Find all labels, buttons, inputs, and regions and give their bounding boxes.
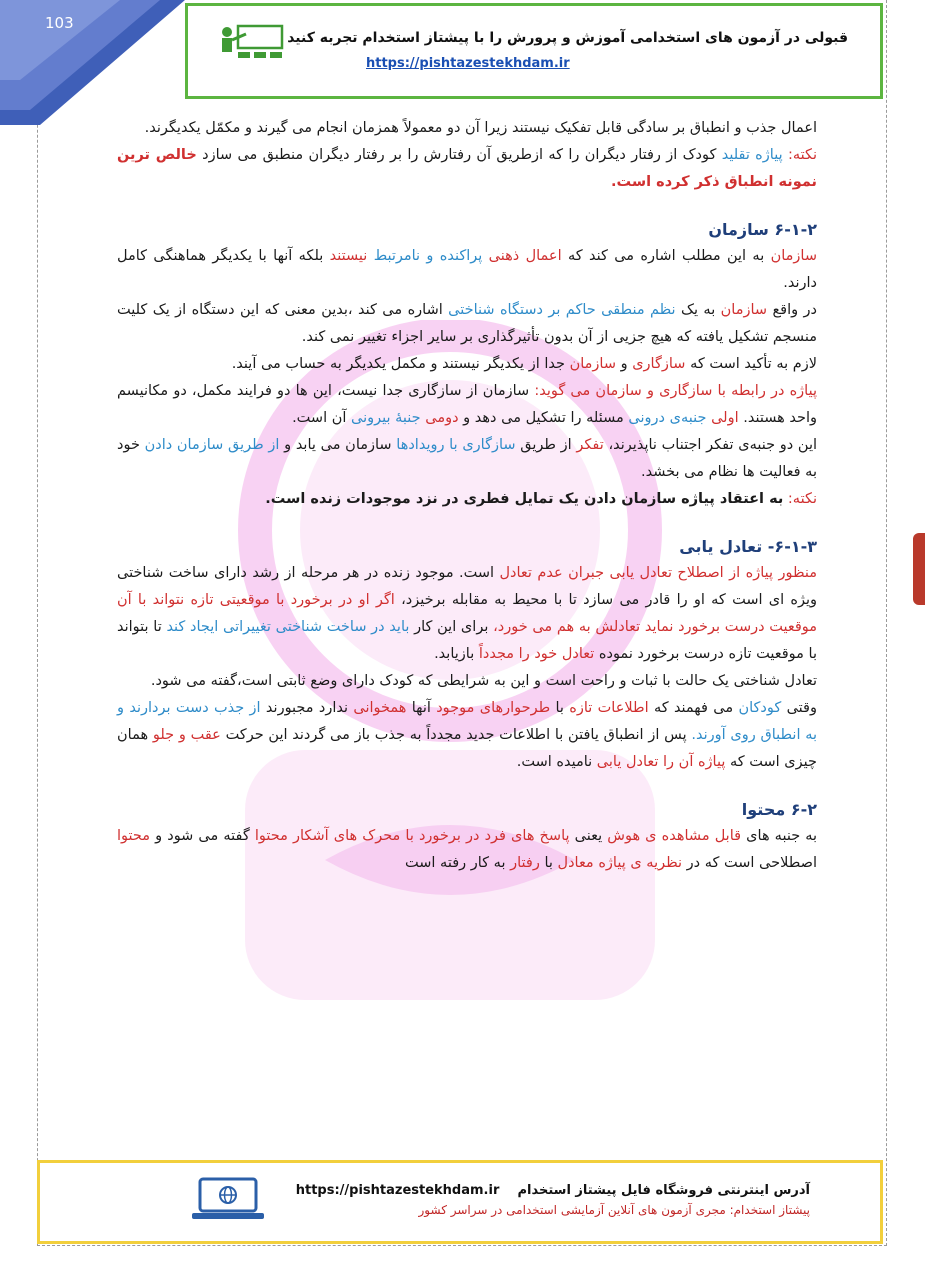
footer-label: آدرس اینترنتی فروشگاه فایل پیشتاز استخدام bbox=[517, 1183, 810, 1198]
term: کودکان bbox=[738, 700, 782, 716]
laptop-globe-icon bbox=[190, 1177, 266, 1221]
section-heading: ۶-۱-۳- تعادل یابی bbox=[679, 537, 817, 556]
text: با bbox=[555, 700, 564, 716]
text: تعادل شناختی یک حالت با ثبات و راحت است و این به شرایطی که کودک دارای وضع ثابتی است،گفته می شود. bbox=[150, 673, 817, 689]
text: خود به فعالیت ها نظام می بخشد. bbox=[117, 437, 817, 480]
note-label: نکته: bbox=[787, 147, 818, 163]
text: به این مطلب اشاره می کند که bbox=[567, 248, 765, 264]
text: به یک bbox=[681, 302, 716, 318]
document-body bbox=[117, 115, 817, 877]
text: آنها bbox=[411, 700, 431, 716]
text: است. موجود زنده در هر مرحله از رشد دارای ساخت شناختی ویژه ای است که او را قادر می سازد تا با محیط به مقابله برخیزد، bbox=[117, 565, 818, 608]
text: جدا از یکدیگر نیستند و مکمل یکدیگر به حساب می آیند. bbox=[231, 356, 565, 372]
text: می فهمند که bbox=[653, 700, 734, 716]
paragraph bbox=[117, 115, 817, 142]
text: گفته می شود و bbox=[155, 828, 250, 844]
header-link[interactable]: https://pishtazestekhdam.ir bbox=[366, 56, 570, 71]
text: همان چیزی است که bbox=[117, 727, 817, 770]
term: پیاژه آن را تعادل یابی bbox=[596, 754, 726, 770]
term: سازگاری با رویدادها bbox=[396, 437, 516, 453]
paragraph bbox=[117, 351, 817, 378]
corner-decoration bbox=[0, 0, 185, 125]
term: رفتار bbox=[510, 855, 540, 871]
paragraph bbox=[117, 432, 817, 486]
text: سازمان می یابد و bbox=[284, 437, 392, 453]
text: به اعتقاد پیاژه سازمان دادن یک تمایل فطری در نزد موجودات زنده است. bbox=[265, 491, 784, 507]
term: اعمال ذهنی bbox=[488, 248, 562, 264]
text: بازیابد. bbox=[434, 646, 475, 662]
term: نظریه ی پیاژه معادل bbox=[557, 855, 683, 871]
paragraph bbox=[117, 378, 817, 432]
term: از جذب دست بردارند و به انطباق روی آورند. bbox=[117, 700, 818, 743]
term: منظور پیاژه از اصطلاح تعادل یابی جبران عدم تعادل bbox=[499, 565, 817, 581]
footer-address bbox=[296, 1183, 810, 1198]
term: جنبه‌ی درونی bbox=[628, 410, 707, 426]
text: آن است. bbox=[292, 410, 347, 426]
header-banner bbox=[185, 3, 883, 99]
footer-url[interactable]: https://pishtazestekhdam.ir bbox=[295, 1183, 500, 1198]
header-title: قبولی در آزمون های استخدامی آموزش و پرورش را با پیشتاز استخدام تجربه کنید bbox=[287, 30, 848, 46]
term: تعادل خود را مجدداً bbox=[478, 646, 595, 662]
paragraph bbox=[117, 297, 817, 351]
term: اگر او در برخورد با موقعیتی تازه نتواند با آن موقعیت درست برخورد نماید تعادلش به هم می خورد، bbox=[117, 592, 818, 635]
text: وقتی bbox=[786, 700, 817, 716]
scroll-handle[interactable] bbox=[913, 533, 925, 605]
term: نظم منطقی حاکم بر دستگاه شناختی bbox=[448, 302, 676, 318]
term: دومی bbox=[425, 410, 459, 426]
text: لازم به تأکید است که bbox=[690, 356, 817, 372]
term: پراکنده و نامرتبط bbox=[373, 248, 483, 264]
paragraph bbox=[117, 560, 817, 668]
text: اصطلاحی است که در bbox=[686, 855, 817, 871]
teacher-board-icon bbox=[216, 22, 286, 64]
text: مسئله را تشکیل می دهد و bbox=[463, 410, 624, 426]
term: محتوا bbox=[117, 828, 151, 844]
term: سازگاری bbox=[632, 356, 686, 372]
term: قابل مشاهده ی هوش bbox=[607, 828, 742, 844]
paragraph bbox=[117, 823, 817, 877]
term: عقب و جلو bbox=[152, 727, 221, 743]
text: کودک از رفتار دیگران را که ازطریق آن رفتارش را بر رفتار دیگران منطبق می سازد bbox=[202, 147, 717, 163]
text: سازمان از سازگاری جدا نیست، این ها دو فرایند مکمل، دو مکانیسم واحد هستند. bbox=[117, 383, 817, 426]
text: پس از انطباق یافتن با اطلاعات جدید مجدداً به جذب باز می گردند این حرکت bbox=[225, 727, 687, 743]
term: نیستند bbox=[329, 248, 368, 264]
term: پیاژه تقلید bbox=[721, 147, 783, 163]
term: همخوانی bbox=[353, 700, 407, 716]
term: تفکر bbox=[576, 437, 604, 453]
text: از طریق bbox=[520, 437, 572, 453]
term: سازمان bbox=[770, 248, 817, 264]
paragraph bbox=[117, 695, 817, 776]
footer-tagline: پیشتاز استخدام: مجری آزمون های آنلاین آزمایشی استخدامی در سراسر کشور bbox=[418, 1203, 810, 1217]
text: خالص ترین نمونه انطباق ذکر کرده است. bbox=[117, 147, 817, 190]
note-label: نکته: bbox=[787, 491, 817, 507]
text: در واقع bbox=[772, 302, 817, 318]
footer-banner bbox=[37, 1160, 883, 1244]
term: طرحوارهای موجود bbox=[436, 700, 551, 716]
paragraph bbox=[117, 243, 817, 297]
text: به کار رفته است bbox=[405, 855, 506, 871]
term: جنبهٔ بیرونی bbox=[351, 410, 421, 426]
text: ندارد مجبورند bbox=[265, 700, 349, 716]
text: یعنی bbox=[574, 828, 603, 844]
term: محتوا bbox=[254, 828, 288, 844]
text: تا بتواند با موقعیت تازه درست برخورد نموده bbox=[117, 619, 817, 662]
term: سازمان bbox=[720, 302, 768, 318]
term: پیاژه در رابطه با سازگاری و سازمان می گوید: bbox=[534, 383, 818, 399]
text: و bbox=[620, 356, 628, 372]
text: اشاره می کند ،بدین معنی که این دستگاه از یک کلیت منسجم تشکیل یافته که هیچ جزیی از آن بدون تأثیرگذاری بر سایر اجزاء تغییر نمی کند. bbox=[117, 302, 817, 345]
paragraph bbox=[117, 668, 817, 695]
section-heading: ۶-۱-۲ سازمان bbox=[708, 220, 817, 239]
section-heading: ۶-۲ محتوا bbox=[741, 800, 817, 819]
term: اولی bbox=[711, 410, 739, 426]
note-paragraph bbox=[117, 486, 817, 513]
term: سازمان bbox=[569, 356, 616, 372]
text: با bbox=[544, 855, 553, 871]
text: اعمال جذب و انطباق بر سادگی قابل تفکیک نیستند زیرا آن دو معمولاً همزمان انجام می گیرند و مکمّل یکدیگرند. bbox=[144, 120, 817, 136]
text: این دو جنبه‌ی تفکر اجتناب ناپذیرند، bbox=[608, 437, 818, 453]
term: اطلاعات تازه bbox=[569, 700, 649, 716]
text: نامیده است. bbox=[516, 754, 593, 770]
note-paragraph bbox=[117, 142, 817, 196]
text: برای این کار bbox=[414, 619, 489, 635]
page-number: 103 bbox=[45, 14, 74, 32]
text: بلکه آنها با یکدیگر هماهنگی کامل دارند. bbox=[117, 248, 817, 291]
term: از طریق سازمان دادن bbox=[144, 437, 280, 453]
term: پاسخ های فرد در برخورد با محرک های آشکار bbox=[293, 828, 570, 844]
text: به جنبه های bbox=[746, 828, 818, 844]
term: باید در ساخت شناختی تغییراتی ایجاد کند bbox=[166, 619, 410, 635]
